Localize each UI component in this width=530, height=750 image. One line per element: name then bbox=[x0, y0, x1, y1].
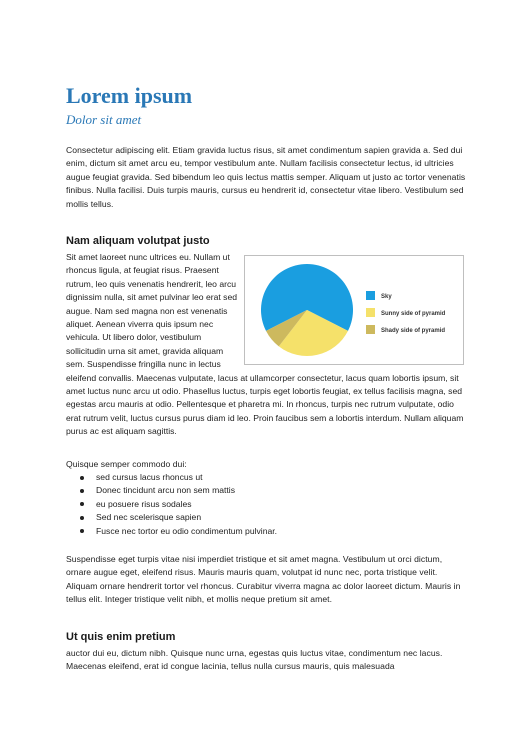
section1-heading: Nam aliquam volutpat justo bbox=[66, 235, 210, 247]
document-title: Lorem ipsum bbox=[66, 83, 193, 108]
after-list-paragraph: Suspendisse eget turpis vitae nisi imperdiet tristique et sit amet magna. Vestibulum ut orci dictum, ornare augue eget, eleifend risus. Mauris mauris quam, volutpat id nunc nec, porta tristique velit. Aliquam ornare hendrerit tortor vel rhoncus. Curabitur viverra magna ac dolor laoreet dictum. Mauris in tellus elit. Integer tristique velit nibh, et mollis neque pretium sit amet. bbox=[66, 554, 461, 605]
pie-chart bbox=[245, 256, 463, 364]
bullet-icon bbox=[80, 476, 84, 480]
list-item bbox=[66, 484, 466, 497]
section2-body: auctor dui eu, dictum nibh. Quisque nunc urna, egestas quis luctus vitae, condimentum nec lacus. Maecenas eleifend, erat id congue lacinia, tellus nulla cursus mauris, quis malesuada bbox=[66, 648, 443, 672]
legend-swatch bbox=[366, 291, 375, 300]
legend-swatch bbox=[366, 325, 375, 334]
document-subtitle: Dolor sit amet bbox=[66, 112, 142, 127]
pie-chart-frame bbox=[244, 255, 464, 365]
bullet-icon bbox=[80, 502, 84, 506]
list-item-text: eu posuere risus sodales bbox=[96, 498, 192, 509]
pie-slices bbox=[261, 264, 353, 356]
intro-paragraph: Consectetur adipiscing elit. Etiam gravida luctus risus, sit amet condimentum sapien gravida a. Sed dui enim, dictum sit amet arcu eu, tempor vestibulum ante. Nullam facilisis consectetur lectus, id ultricies augue feugiat gravida. Sed bibendum leo quis lectus mattis semper. Aliquam ut justo ac tortor venenatis finibus. Nulla facilisi. Duis turpis mauris, cursus eu hendrerit id, consectetur vitae libero. Vestibulum sed mollis tellus. bbox=[66, 145, 466, 209]
section2-heading: Ut quis enim pretium bbox=[66, 631, 176, 643]
list-item-text: Sed nec scelerisque sapien bbox=[96, 512, 202, 523]
bullet-icon bbox=[80, 516, 84, 520]
pie-legend bbox=[366, 291, 446, 334]
list-item bbox=[66, 471, 466, 484]
list-item bbox=[66, 498, 466, 511]
list-item bbox=[66, 511, 466, 524]
legend-swatch bbox=[366, 308, 375, 317]
legend-label: Sky bbox=[381, 294, 392, 300]
list-item bbox=[66, 525, 466, 538]
list-intro: Quisque semper commodo dui: bbox=[66, 459, 187, 469]
list-item-text: Fusce nec tortor eu odio condimentum pulvinar. bbox=[96, 525, 278, 536]
list-item-text: Donec tincidunt arcu non sem mattis bbox=[96, 485, 235, 496]
bullet-icon bbox=[80, 489, 84, 493]
bullet-icon bbox=[80, 529, 84, 533]
legend-label: Shady side of pyramid bbox=[381, 328, 446, 334]
list-item-text: sed cursus lacus rhoncus ut bbox=[96, 472, 203, 482]
section1-body-text: Sit amet laoreet nunc ultrices eu. Nullam ut rhoncus ligula, at feugiat risus. Praesent rutrum, leo quis venenatis hendrerit, leo arcu dignissim nulla, sit amet pulvinar leo erat sed augue. Nam sed magna non est venenatis aliquet. Aenean viverra quis ipsum nec vehicula. Ut libero dolor, vestibulum sollicitudin urna sit amet, gravida aliquam sem. Suspendisse fringilla nunc in lectus eleifend convallis. Maecenas vulputate, lacus at ullamcorper consectetur, lacus quam lobortis ipsum, sit amet luctus nunc arcu ut odio. Phasellus luctus, turpis eget lobortis feugiat, ex tellus facilisis magna, sed egestas arcu mauris at odio. Pellentesque et pharetra mi. In rhoncus, turpis nec rutrum vulputate, odio erat rutrum velit, luctus cursus purus diam id leo. Proin faucibus sem a lobortis interdum. Nullam aliquam purus ac est aliquam sagittis. bbox=[66, 252, 464, 437]
bullet-list bbox=[66, 471, 466, 538]
legend-label: Sunny side of pyramid bbox=[381, 311, 446, 317]
